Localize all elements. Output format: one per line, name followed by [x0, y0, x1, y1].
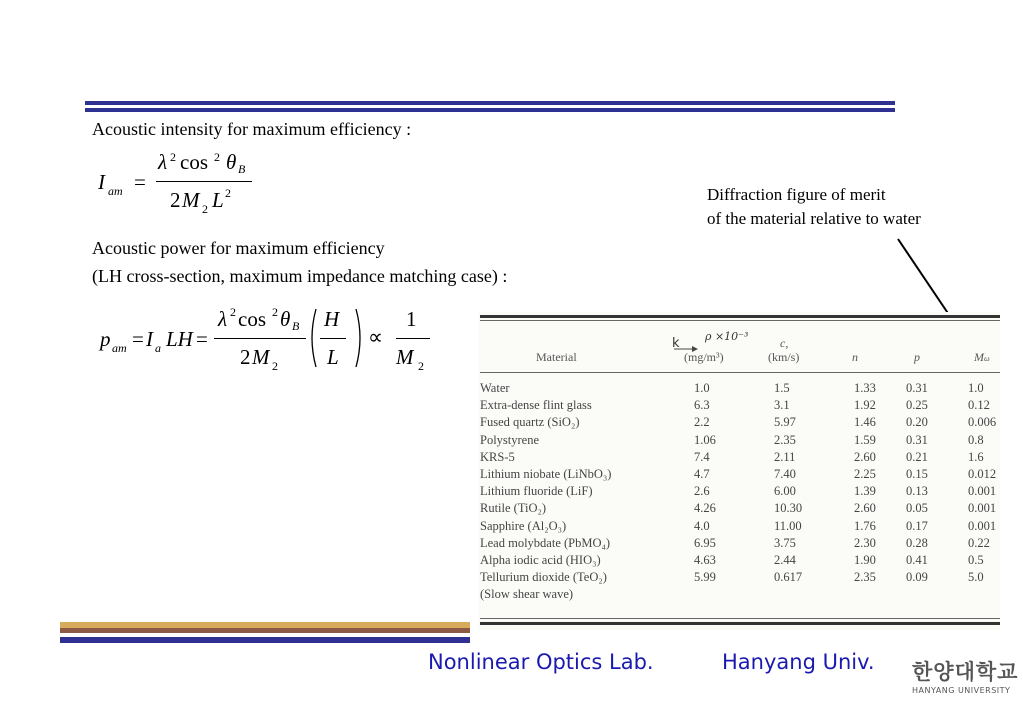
table-cell: 5.97	[774, 415, 796, 430]
table-cell: 1.33	[854, 381, 876, 395]
material-name: Alpha iodic acid (HIO₃)	[480, 553, 601, 567]
col-header-merit: Mω	[974, 350, 990, 364]
table-cell: 2.2	[694, 415, 710, 430]
material-name: (Slow shear wave)	[480, 587, 574, 602]
material-name: Sapphire (Al₂O₃)	[480, 518, 567, 533]
table-cell: 0.31	[906, 381, 928, 395]
table-cell: 0.31	[906, 432, 928, 447]
table-cell: 1.76	[854, 518, 876, 533]
top-rule	[85, 101, 895, 115]
table-cell: 0.012	[968, 467, 997, 481]
table-cell: 7.40	[774, 467, 796, 481]
annotation-line1: Diffraction figure of merit	[707, 185, 886, 204]
university-logo: 한양대학교 HANYANG UNIVERSITY	[912, 660, 1019, 695]
material-name: Lead molybdate (PbMO₄)	[480, 535, 611, 550]
table-cell: 4.0	[694, 518, 710, 533]
table-cell: 4.63	[694, 553, 716, 567]
table-cell: 0.5	[968, 553, 984, 567]
col-header-velocity: (km/s)	[768, 350, 800, 364]
table-cell: 0.41	[906, 553, 928, 567]
table-cell: 6.95	[694, 535, 716, 550]
table-row	[480, 587, 1000, 604]
table-cell: 0.20	[906, 415, 928, 430]
table-cell: 2.60	[854, 449, 876, 464]
col-header-n: n	[852, 350, 858, 364]
table-row	[480, 519, 1000, 536]
table-row	[480, 415, 1000, 432]
table-row	[480, 467, 1000, 484]
table-cell: 3.1	[774, 398, 790, 413]
table-bottom-rule	[480, 622, 1000, 625]
material-name: Tellurium dioxide (TeO₂)	[480, 570, 607, 585]
table-cell: 2.6	[694, 484, 710, 499]
table-cell: 4.7	[694, 467, 710, 481]
table-cell: 0.15	[906, 467, 928, 481]
col-header-density: (mg/m³)	[684, 350, 724, 364]
table-cell: 0.13	[906, 484, 928, 499]
handwritten-k: k	[672, 336, 680, 351]
table-cell: 1.5	[774, 381, 790, 395]
table-cell: 2.30	[854, 535, 876, 550]
table-cell: 0.28	[906, 535, 928, 550]
material-name: KRS-5	[480, 449, 515, 464]
material-name: Rutile (TiO₂)	[480, 501, 547, 516]
heading-power-line1: Acoustic power for maximum efficiency	[92, 238, 385, 258]
table-cell: 0.17	[906, 518, 928, 533]
table-row	[480, 570, 1000, 587]
table-cell: 6.00	[774, 484, 796, 499]
table-row	[480, 501, 1000, 518]
table-cell: 1.06	[694, 432, 716, 447]
table-cell: 3.75	[774, 535, 796, 550]
footer-lab: Nonlinear Optics Lab.	[428, 650, 654, 674]
table-cell: 2.35	[854, 570, 876, 585]
annotation-line2: of the material relative to water	[707, 209, 921, 228]
table-cell: 0.001	[968, 518, 997, 533]
table-cell: 1.6	[968, 449, 984, 464]
table-row	[480, 398, 1000, 415]
table-cell: 1.0	[968, 381, 984, 395]
table-row	[480, 484, 1000, 501]
heading-power-line2: (LH cross-section, maximum impedance matching case) :	[92, 266, 508, 286]
table-cell: 2.25	[854, 467, 876, 481]
table-cell: 0.006	[968, 415, 997, 430]
table-cell: 0.617	[774, 570, 803, 585]
table-cell: 1.90	[854, 553, 876, 567]
col-header-material: Material	[536, 350, 577, 364]
table-cell: 0.09	[906, 570, 928, 585]
equation-power: p am = I a LH = λ 2 cos 2 θ B 2 M 2 H L ∝ 1 M 2	[100, 305, 440, 380]
table-top-rule	[480, 315, 1000, 318]
material-name: Lithium fluoride (LiF)	[480, 484, 593, 499]
table-cell: 10.30	[774, 501, 803, 516]
material-name: Fused quartz (SiO₂)	[480, 415, 580, 430]
table-cell: 1.0	[694, 381, 710, 395]
table-cell: 1.39	[854, 484, 876, 499]
table-cell: 0.21	[906, 449, 928, 464]
table-cell: 1.46	[854, 415, 876, 430]
table-cell: 1.92	[854, 398, 876, 413]
table-cell: 2.11	[774, 449, 796, 464]
table-cell: 0.25	[906, 398, 928, 413]
table-cell: 0.001	[968, 484, 997, 499]
table-cell: 6.3	[694, 398, 710, 413]
table-row	[480, 553, 1000, 570]
handwritten-density-scale: ρ ×10⁻³	[705, 330, 749, 343]
table-row	[480, 536, 1000, 553]
footer-univ: Hanyang Univ.	[722, 650, 875, 674]
table-cell: 11.00	[774, 518, 802, 533]
table-cell: 5.0	[968, 570, 984, 585]
table-cell: 0.05	[906, 501, 928, 516]
table-cell: 4.26	[694, 501, 716, 516]
col-header-velocity-symbol: c,	[780, 336, 789, 350]
material-name: Extra-dense flint glass	[480, 398, 592, 413]
table-cell: 0.12	[968, 398, 990, 413]
material-name: Water	[480, 381, 510, 395]
table-cell: 0.8	[968, 432, 984, 447]
table-row	[480, 381, 1000, 398]
equation-intensity: I am = λ 2 cos 2 θ B 2 M 2 L 2	[98, 148, 268, 218]
table-cell: 5.99	[694, 570, 716, 585]
table-cell: 2.60	[854, 501, 876, 516]
heading-intensity: Acoustic intensity for maximum efficiency :	[92, 119, 412, 139]
table-cell: 0.22	[968, 535, 990, 550]
table-cell: 1.59	[854, 432, 876, 447]
table-cell: 7.4	[694, 449, 710, 464]
table-cell: 0.001	[968, 501, 997, 516]
material-name: Polystyrene	[480, 432, 540, 447]
table-cell: 2.35	[774, 432, 796, 447]
table-row	[480, 450, 1000, 467]
table-cell: 2.44	[774, 553, 796, 567]
material-name: Lithium niobate (LiNbO₃)	[480, 467, 612, 481]
table-row	[480, 433, 1000, 450]
col-header-p: p	[914, 350, 920, 364]
